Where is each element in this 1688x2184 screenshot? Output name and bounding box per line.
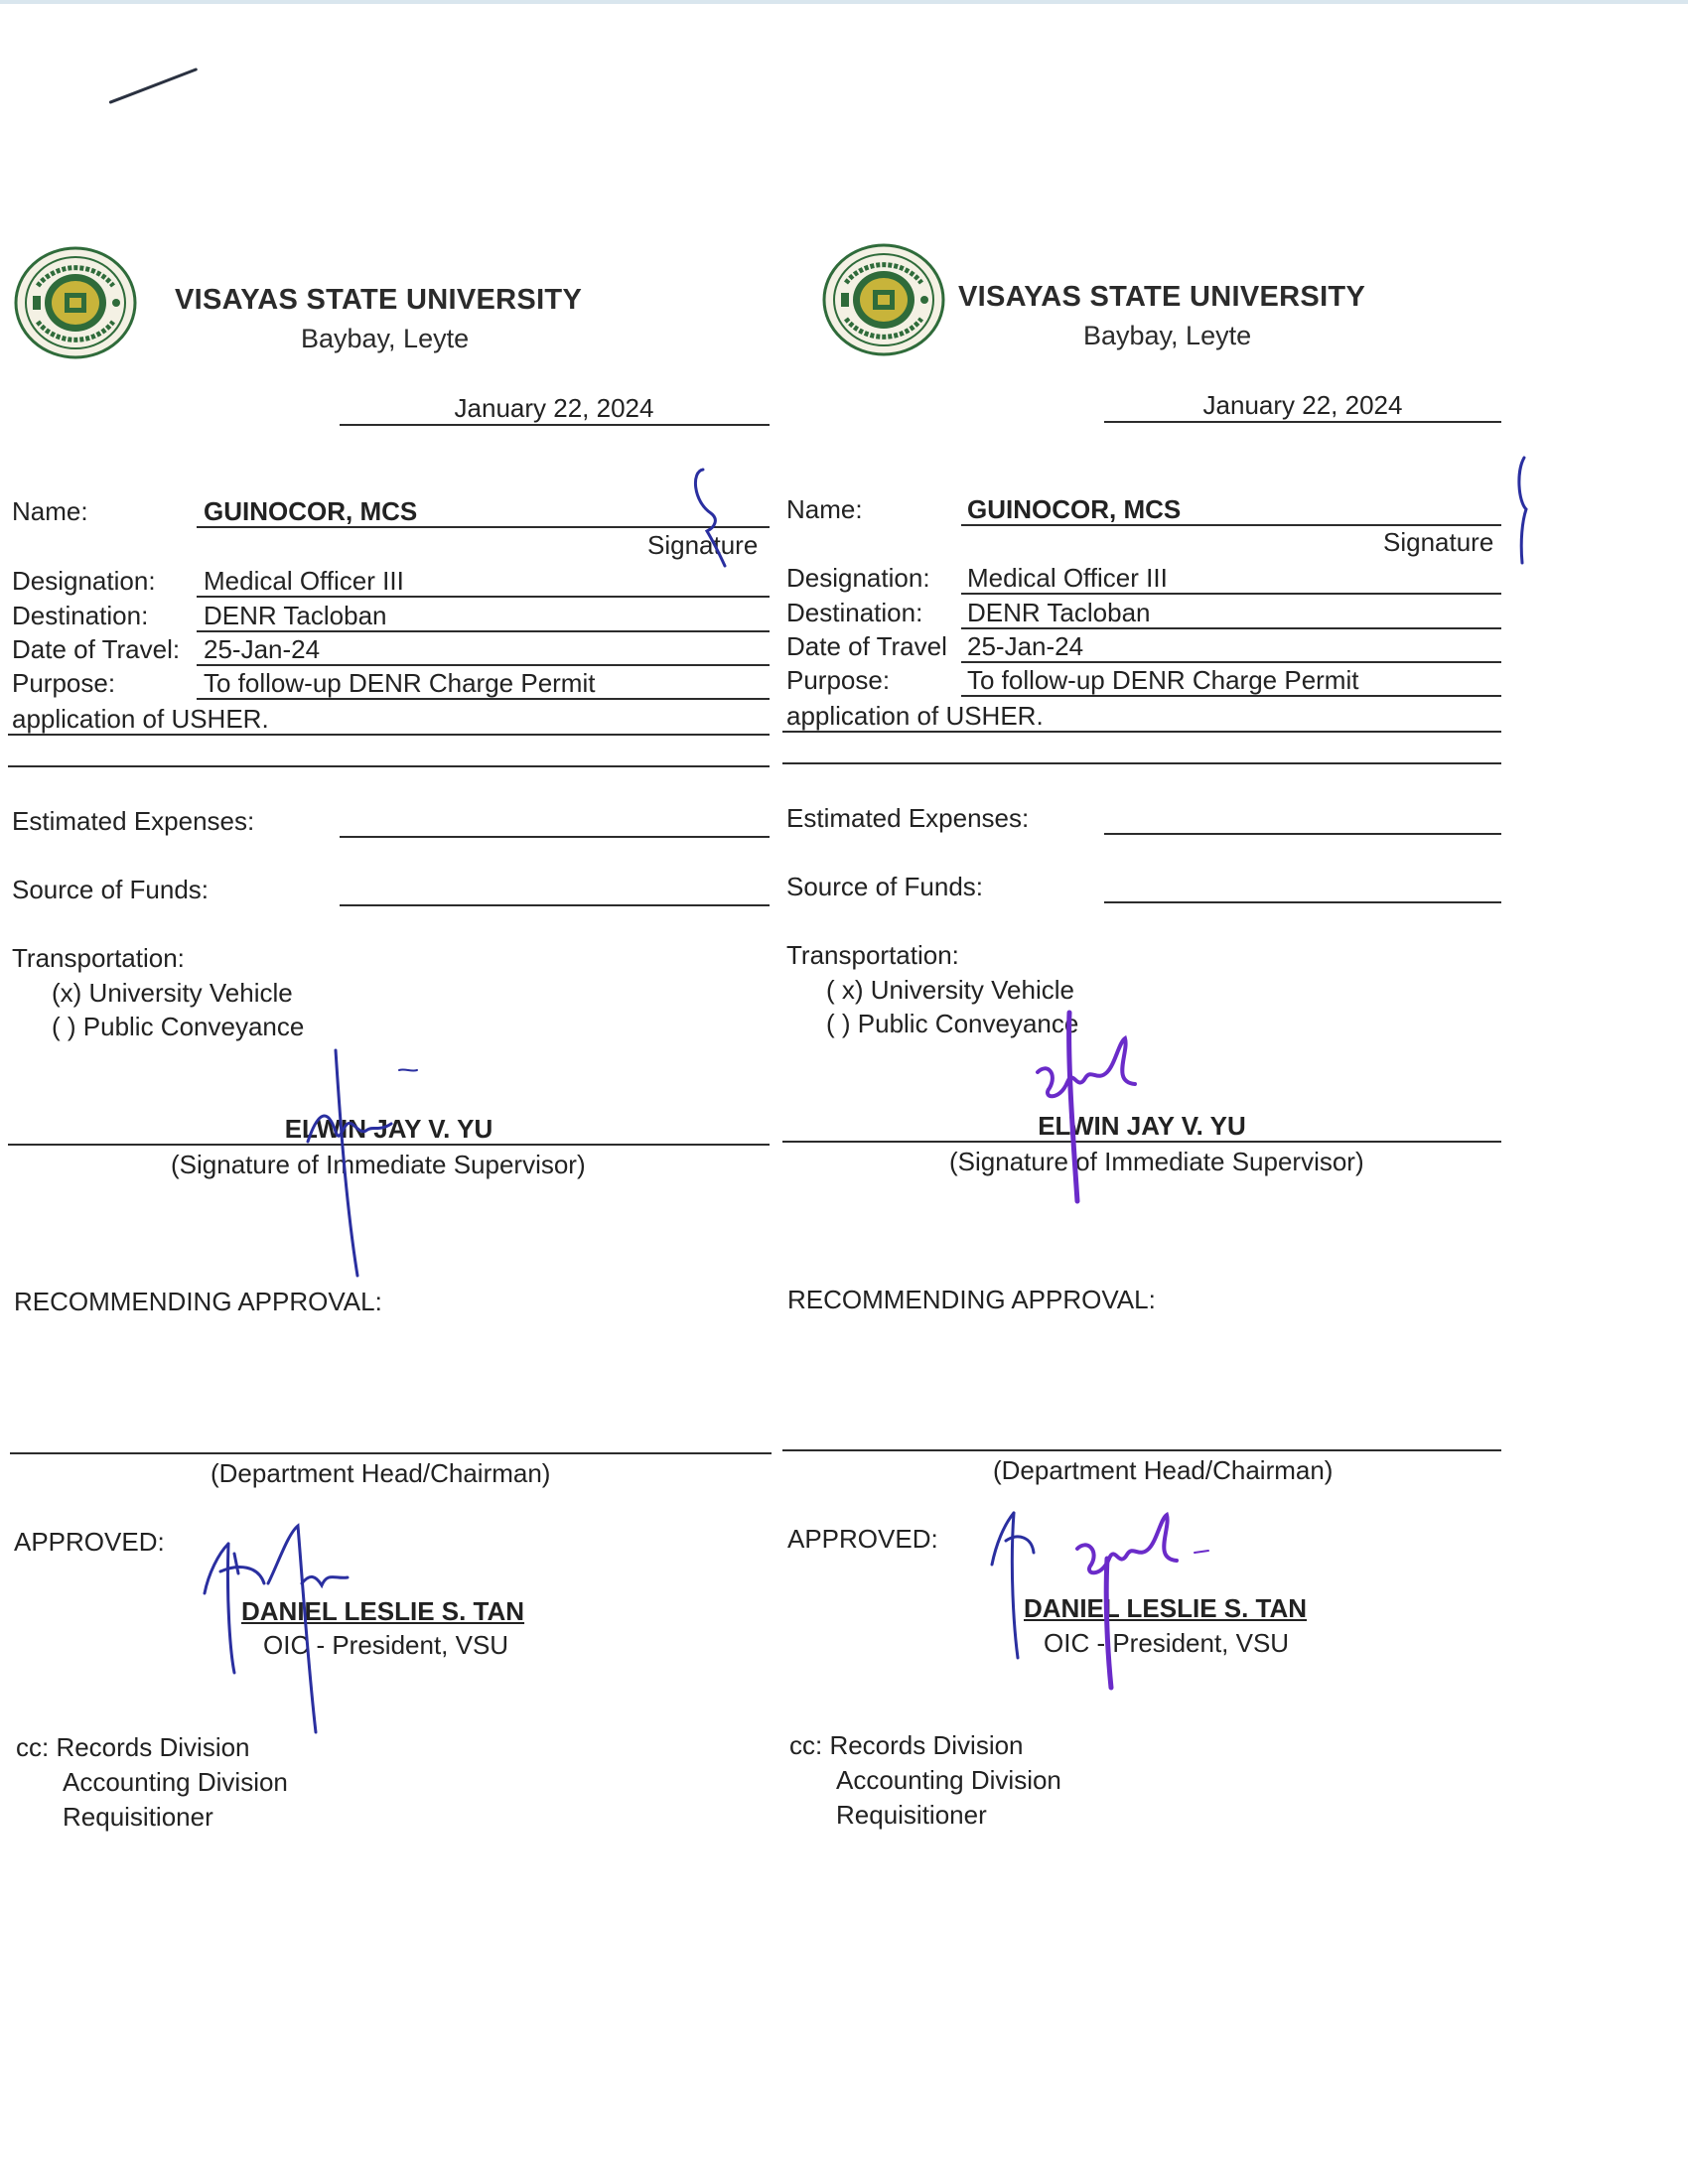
date-of-travel-underline	[961, 661, 1501, 663]
university-location: Baybay, Leyte	[1083, 321, 1252, 350]
designation-label: Designation:	[786, 563, 930, 593]
estimated-expenses-label: Estimated Expenses:	[12, 806, 255, 836]
supervisor-caption: (Signature of Immediate Supervisor)	[171, 1150, 586, 1179]
designation-label: Designation:	[12, 566, 156, 596]
purpose-label: Purpose:	[12, 668, 116, 698]
university-location: Baybay, Leyte	[301, 324, 470, 353]
purpose-continued: application of USHER.	[786, 701, 1044, 731]
supervisor-name: ELWIN JAY V. YU	[1038, 1111, 1246, 1141]
purpose-continued: application of USHER.	[12, 704, 269, 734]
purpose-value: To follow-up DENR Charge Permit	[967, 665, 1359, 695]
destination-label: Destination:	[786, 598, 923, 627]
destination-underline	[961, 627, 1501, 629]
purpose-value: To follow-up DENR Charge Permit	[204, 668, 596, 698]
blank-line	[782, 762, 1501, 764]
estimated-expenses-label: Estimated Expenses:	[786, 803, 1030, 833]
name-label: Name:	[786, 494, 863, 524]
name-value: GUINOCOR, MCS	[204, 496, 418, 526]
university-seal	[14, 246, 137, 359]
destination-value: DENR Tacloban	[967, 598, 1151, 627]
travel-form-right	[774, 0, 1559, 2184]
form-date: January 22, 2024	[1202, 390, 1403, 420]
transportation-label: Transportation:	[12, 943, 185, 973]
date-underline	[340, 424, 770, 426]
supervisor-underline	[8, 1144, 770, 1146]
university-name: VISAYAS STATE UNIVERSITY	[175, 284, 583, 316]
designation-value: Medical Officer III	[204, 566, 404, 596]
purpose-underline	[197, 698, 770, 700]
purpose-continued-underline	[782, 731, 1501, 733]
date-of-travel-label: Date of Travel:	[12, 634, 181, 664]
cc-accounting-division: Accounting Division	[836, 1765, 1061, 1795]
approver-signature	[199, 1514, 397, 1742]
supervisor-underline	[782, 1141, 1501, 1143]
cc-accounting-division: Accounting Division	[63, 1767, 288, 1797]
signature-caption: Signature	[647, 530, 759, 560]
dept-head-underline	[10, 1452, 772, 1454]
estimated-expenses-underline	[340, 836, 770, 838]
supervisor-caption: (Signature of Immediate Supervisor)	[949, 1147, 1364, 1176]
approved-label: APPROVED:	[14, 1527, 165, 1557]
name-label: Name:	[12, 496, 88, 526]
approver-name: DANIEL LESLIE S. TAN	[1024, 1593, 1308, 1623]
destination-label: Destination:	[12, 601, 149, 630]
destination-value: DENR Tacloban	[204, 601, 387, 630]
date-underline	[1104, 421, 1501, 423]
signature-caption: Signature	[1383, 527, 1494, 557]
transport-public-conveyance: ( ) Public Conveyance	[52, 1012, 305, 1041]
date-of-travel-underline	[197, 664, 770, 666]
travel-form-left	[0, 0, 784, 2184]
cc-records-division: cc: Records Division	[16, 1732, 250, 1762]
transport-university-vehicle: (x) University Vehicle	[52, 978, 293, 1008]
date-of-travel-label: Date of Travel	[786, 631, 947, 661]
form-date: January 22, 2024	[454, 393, 654, 423]
date-of-travel-value: 25-Jan-24	[204, 634, 321, 664]
designation-underline	[197, 596, 770, 598]
dept-head-caption: (Department Head/Chairman)	[211, 1458, 551, 1488]
transport-public-conveyance: ( ) Public Conveyance	[826, 1009, 1079, 1038]
employee-signature	[1504, 452, 1544, 571]
purpose-continued-underline	[8, 734, 770, 736]
designation-underline	[961, 593, 1501, 595]
estimated-expenses-underline	[1104, 833, 1501, 835]
source-of-funds-underline	[1104, 901, 1501, 903]
cc-records-division: cc: Records Division	[789, 1730, 1024, 1760]
name-underline	[961, 524, 1501, 526]
source-of-funds-underline	[340, 904, 770, 906]
source-of-funds-label: Source of Funds:	[12, 875, 209, 904]
approver-name: DANIEL LESLIE S. TAN	[241, 1596, 525, 1626]
university-seal	[822, 243, 945, 356]
recommending-approval-label: RECOMMENDING APPROVAL:	[787, 1285, 1156, 1314]
approver-title: OIC - President, VSU	[263, 1630, 509, 1660]
name-value: GUINOCOR, MCS	[967, 494, 1182, 524]
cc-requisitioner: Requisitioner	[63, 1802, 213, 1832]
cc-requisitioner: Requisitioner	[836, 1800, 987, 1830]
transportation-label: Transportation:	[786, 940, 959, 970]
university-name: VISAYAS STATE UNIVERSITY	[958, 281, 1366, 313]
transport-university-vehicle: ( x) University Vehicle	[826, 975, 1074, 1005]
purpose-underline	[961, 695, 1501, 697]
date-of-travel-value: 25-Jan-24	[967, 631, 1084, 661]
source-of-funds-label: Source of Funds:	[786, 872, 983, 901]
blank-line	[8, 765, 770, 767]
approved-label: APPROVED:	[787, 1524, 938, 1554]
destination-underline	[197, 630, 770, 632]
recommending-approval-label: RECOMMENDING APPROVAL:	[14, 1287, 382, 1316]
dept-head-underline	[782, 1449, 1501, 1451]
name-underline	[197, 526, 770, 528]
supervisor-name: ELWIN JAY V. YU	[284, 1114, 493, 1144]
approver-title: OIC - President, VSU	[1044, 1628, 1290, 1658]
dept-head-caption: (Department Head/Chairman)	[993, 1455, 1334, 1485]
purpose-label: Purpose:	[786, 665, 891, 695]
designation-value: Medical Officer III	[967, 563, 1168, 593]
